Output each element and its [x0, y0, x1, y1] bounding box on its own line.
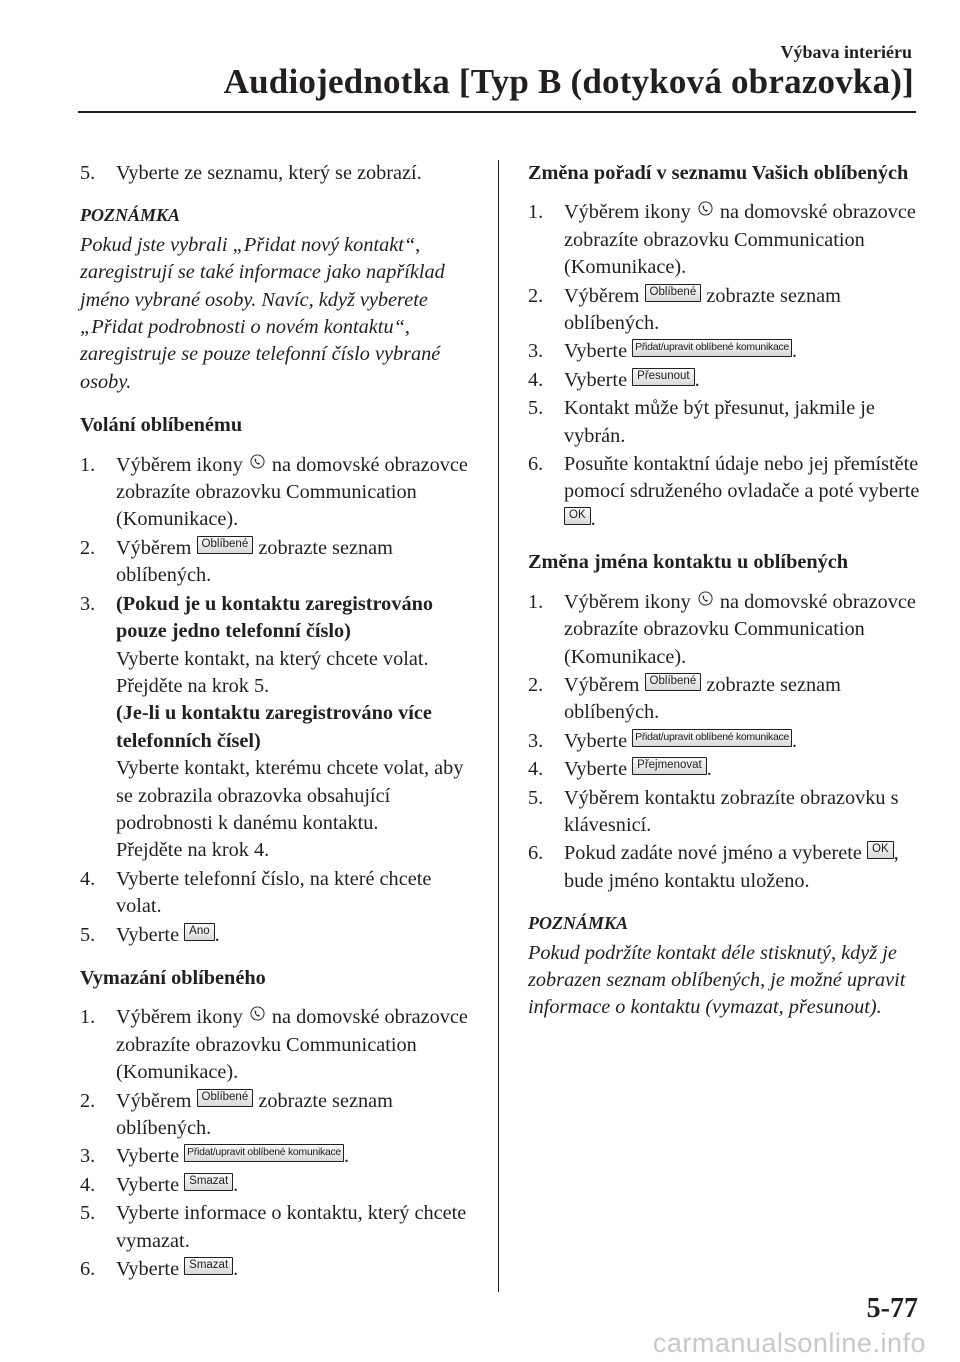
note-title: POZNÁMKA: [528, 913, 629, 934]
note-text: Pokud jste vybrali „Přidat nový kontakt“, zaregistrují se také informace jako například jméno vybrané osoby. Navíc, když vyberete „Přidat podrobnosti o novém kontaktu“, zaregistruje se pouze telefonní číslo vybrané osoby.: [80, 233, 445, 393]
section-label: Výbava interiéru: [780, 42, 912, 62]
list-item: 3. (Pokud je u kontaktu zaregistrováno pouze jedno telefonní číslo) Vyberte kontakt, na který chcete volat. Přejděte na krok 5. (Je-li u kontaktu zaregistrováno více telefonních čísel) Vyberte kontakt, kterému chcete volat, aby se zobrazila obrazovka obsahující podrobnosti k danému kontaktu. Přejděte na krok 4.: [80, 592, 464, 862]
list-item: 5. Kontakt může být přesunut, jakmile je vybrán.: [528, 397, 875, 447]
section-heading-delete: Vymazání oblíbeného: [80, 966, 266, 989]
add-edit-favorites-button[interactable]: Přidat/upravit oblíbené komunikace: [184, 1144, 344, 1162]
list-item: 2. Výběrem Oblíbené zobrazte seznam oblíbených.: [528, 673, 841, 724]
list-item: 1. Výběrem ikony na domovské obrazovce zobrazíte obrazovku Communication (Komunikace).: [528, 201, 916, 279]
list-item: 6. Posuňte kontaktní údaje nebo jej přemístěte pomocí sdruženého ovladače a poté vyberte OK .: [528, 453, 920, 530]
ok-button[interactable]: OK: [867, 841, 894, 859]
list-item: 1. Výběrem ikony na domovské obrazovce zobrazíte obrazovku Communication (Komunikace).: [80, 453, 468, 531]
note-title: POZNÁMKA: [80, 205, 181, 226]
add-edit-favorites-button[interactable]: Přidat/upravit oblíbené komunikace: [632, 729, 792, 747]
section-heading-order: Změna pořadí v seznamu Vašich oblíbených: [528, 162, 909, 184]
list-item: 4. Vyberte telefonní číslo, na které chcete volat.: [80, 867, 432, 918]
page-number: 5-77: [866, 1293, 918, 1324]
list-item: 6. Vyberte Smazat .: [80, 1258, 239, 1281]
favorites-button[interactable]: Oblíbené: [645, 673, 702, 691]
list-item: 6. Pokud zadáte nové jméno a vyberete OK , bude jméno kontaktu uloženo.: [528, 842, 899, 892]
note-text: Pokud podržíte kontakt déle stisknutý, když je zobrazen seznam oblíbených, je možné upravit informace o kontaktu (vymazat, přesunout).: [528, 941, 906, 1019]
list-item: 2. Výběrem Oblíbené zobrazte seznam oblíbených.: [80, 536, 393, 587]
yes-button[interactable]: Ano: [184, 923, 214, 941]
favorites-button[interactable]: Oblíbené: [197, 1089, 254, 1107]
add-edit-favorites-button[interactable]: Přidat/upravit oblíbené komunikace: [632, 339, 792, 357]
list-item: 3. Vyberte Přidat/upravit oblíbené komunikace .: [528, 729, 798, 752]
watermark: carmanualsonline.info: [652, 1328, 926, 1358]
section-heading-call: Volání oblíbenému: [80, 414, 243, 437]
list-item: 5. Vyberte Ano .: [80, 923, 220, 946]
left-column: [80, 160, 482, 1284]
move-button[interactable]: Přesunout: [632, 368, 694, 386]
list-item: 3. Vyberte Přidat/upravit oblíbené komunikace .: [528, 340, 798, 363]
header-rule: [78, 111, 916, 113]
section-heading-rename: Změna jména kontaktu u oblíbených: [528, 551, 849, 574]
list-item: 5. Vyberte informace o kontaktu, který chcete vymazat.: [80, 1202, 467, 1252]
column-divider: [498, 160, 499, 1292]
communication-icon: [250, 454, 265, 469]
list-item: 4. Vyberte Smazat .: [80, 1173, 239, 1196]
list-item: 4. Vyberte Přesunout .: [528, 368, 700, 391]
list-item: 5. Vyberte ze seznamu, který se zobrazí.: [80, 162, 422, 184]
favorites-button[interactable]: Oblíbené: [197, 536, 254, 554]
list-item: 2. Výběrem Oblíbené zobrazte seznam oblíbených.: [528, 284, 841, 335]
right-column: [528, 160, 924, 1022]
list-item: 1. Výběrem ikony na domovské obrazovce zobrazíte obrazovku Communication (Komunikace).: [528, 590, 916, 668]
page-title: Audiojednotka [Typ B (dotyková obrazovka)]: [223, 62, 914, 101]
delete-button[interactable]: Smazat: [184, 1173, 233, 1191]
communication-icon: [698, 591, 713, 606]
list-item: 5. Výběrem kontaktu zobrazíte obrazovku s klávesnicí.: [528, 786, 899, 836]
delete-button[interactable]: Smazat: [184, 1257, 233, 1275]
list-item: 3. Vyberte Přidat/upravit oblíbené komunikace .: [80, 1145, 350, 1168]
list-item: 2. Výběrem Oblíbené zobrazte seznam oblíbených.: [80, 1089, 393, 1139]
ok-button[interactable]: OK: [564, 507, 591, 525]
communication-icon: [698, 201, 713, 216]
list-item: 1. Výběrem ikony na domovské obrazovce zobrazíte obrazovku Communication (Komunikace).: [80, 1006, 468, 1084]
rename-button[interactable]: Přejmenovat: [632, 757, 707, 775]
list-item: 4. Vyberte Přejmenovat .: [528, 758, 712, 781]
favorites-button[interactable]: Oblíbené: [645, 284, 702, 302]
communication-icon: [250, 1006, 265, 1021]
